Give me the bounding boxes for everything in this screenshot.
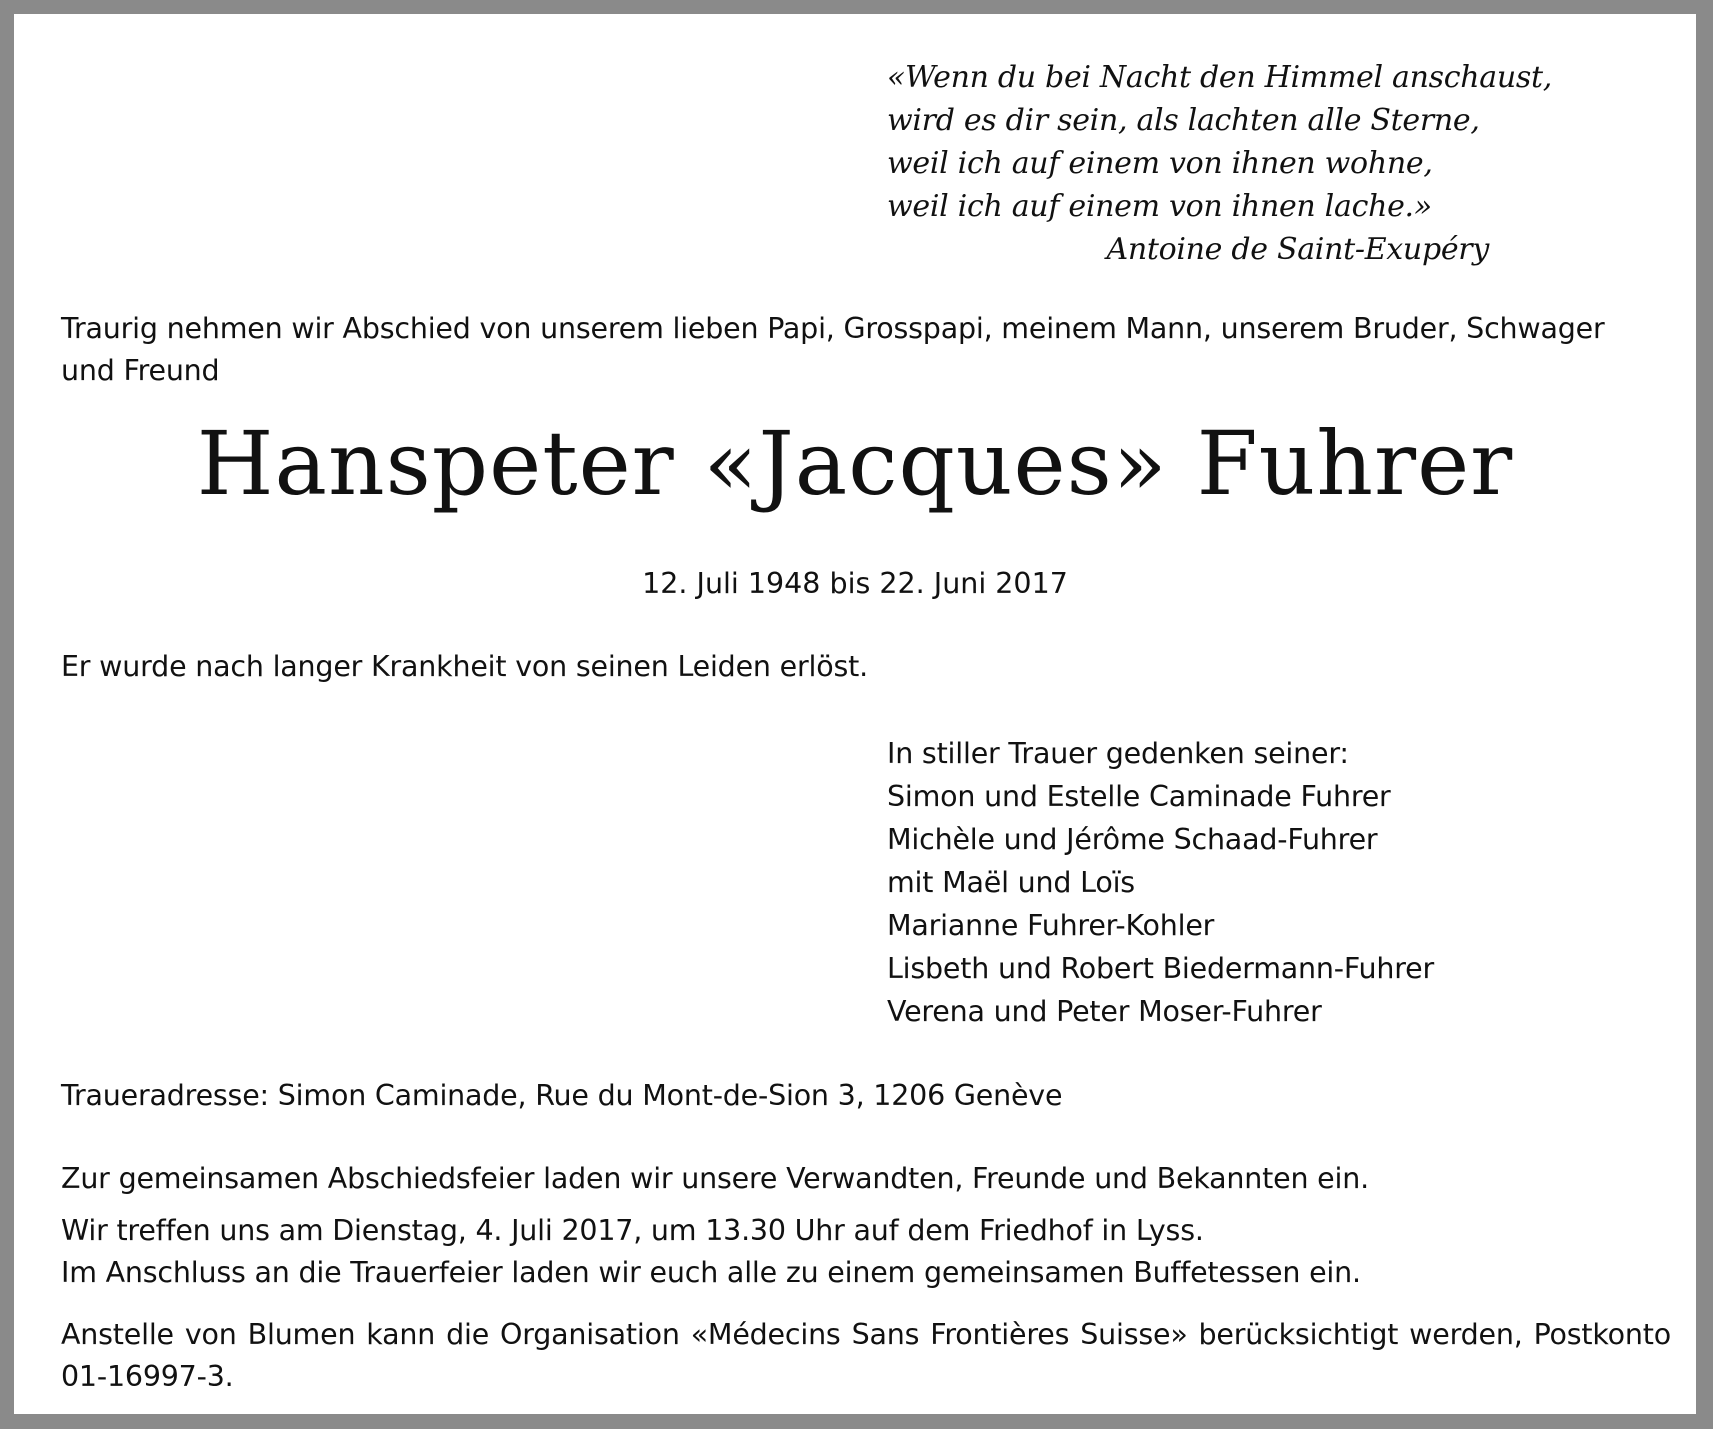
epigraph-quote <box>887 56 1552 271</box>
mourning-address: Traueradresse: Simon Caminade, Rue du Mont-de-Sion 3, 1206 Genève <box>61 1079 1063 1112</box>
obituary-notice <box>14 14 1696 1414</box>
donation-text: Anstelle von Blumen kann die Organisation «Médecins Sans Frontières Suisse» berücksichtigt werden, Postkonto 01-16997-3. <box>61 1318 1671 1393</box>
intro-text: Traurig nehmen wir Abschied von unserem lieben Papi, Grosspapi, meinem Mann, unserem Bruder, Schwager und Freund <box>61 312 1605 387</box>
mourner-entry: Verena und Peter Moser-Fuhrer <box>887 995 1322 1028</box>
mourners-list <box>887 732 1647 1033</box>
quote-author: Antoine de Saint-Exupéry <box>1106 232 1489 267</box>
quote-line: weil ich auf einem von ihnen lache.» <box>887 189 1432 224</box>
mourner-entry: mit Maël und Loïs <box>887 866 1135 899</box>
mourner-entry: Lisbeth und Robert Biedermann-Fuhrer <box>887 952 1434 985</box>
life-dates: 12. Juli 1948 bis 22. Juni 2017 <box>642 567 1068 600</box>
mourner-entry: Michèle und Jérôme Schaad-Fuhrer <box>887 823 1378 856</box>
quote-line: wird es dir sein, als lachten alle Sterne, <box>887 103 1480 138</box>
quote-line: weil ich auf einem von ihnen wohne, <box>887 146 1433 181</box>
meeting-line: Im Anschluss an die Trauerfeier laden wir euch alle zu einem gemeinsamen Buffetessen ein. <box>61 1256 1361 1289</box>
deceased-name: Hanspeter «Jacques» Fuhrer <box>196 412 1514 515</box>
mourner-entry: Marianne Fuhrer-Kohler <box>887 909 1215 942</box>
meeting-line: Wir treffen uns am Dienstag, 4. Juli 2017, um 13.30 Uhr auf dem Friedhof in Lyss. <box>61 1214 1204 1247</box>
meeting-details <box>61 1210 1671 1294</box>
mourners-heading: In stiller Trauer gedenken seiner: <box>887 737 1349 770</box>
released-text: Er wurde nach langer Krankheit von seinen Leiden erlöst. <box>61 650 868 683</box>
invitation-text: Zur gemeinsamen Abschiedsfeier laden wir unsere Verwandten, Freunde und Bekannten ein. <box>61 1162 1369 1195</box>
mourner-entry: Simon und Estelle Caminade Fuhrer <box>887 780 1391 813</box>
quote-line: «Wenn du bei Nacht den Himmel anschaust, <box>887 60 1552 95</box>
